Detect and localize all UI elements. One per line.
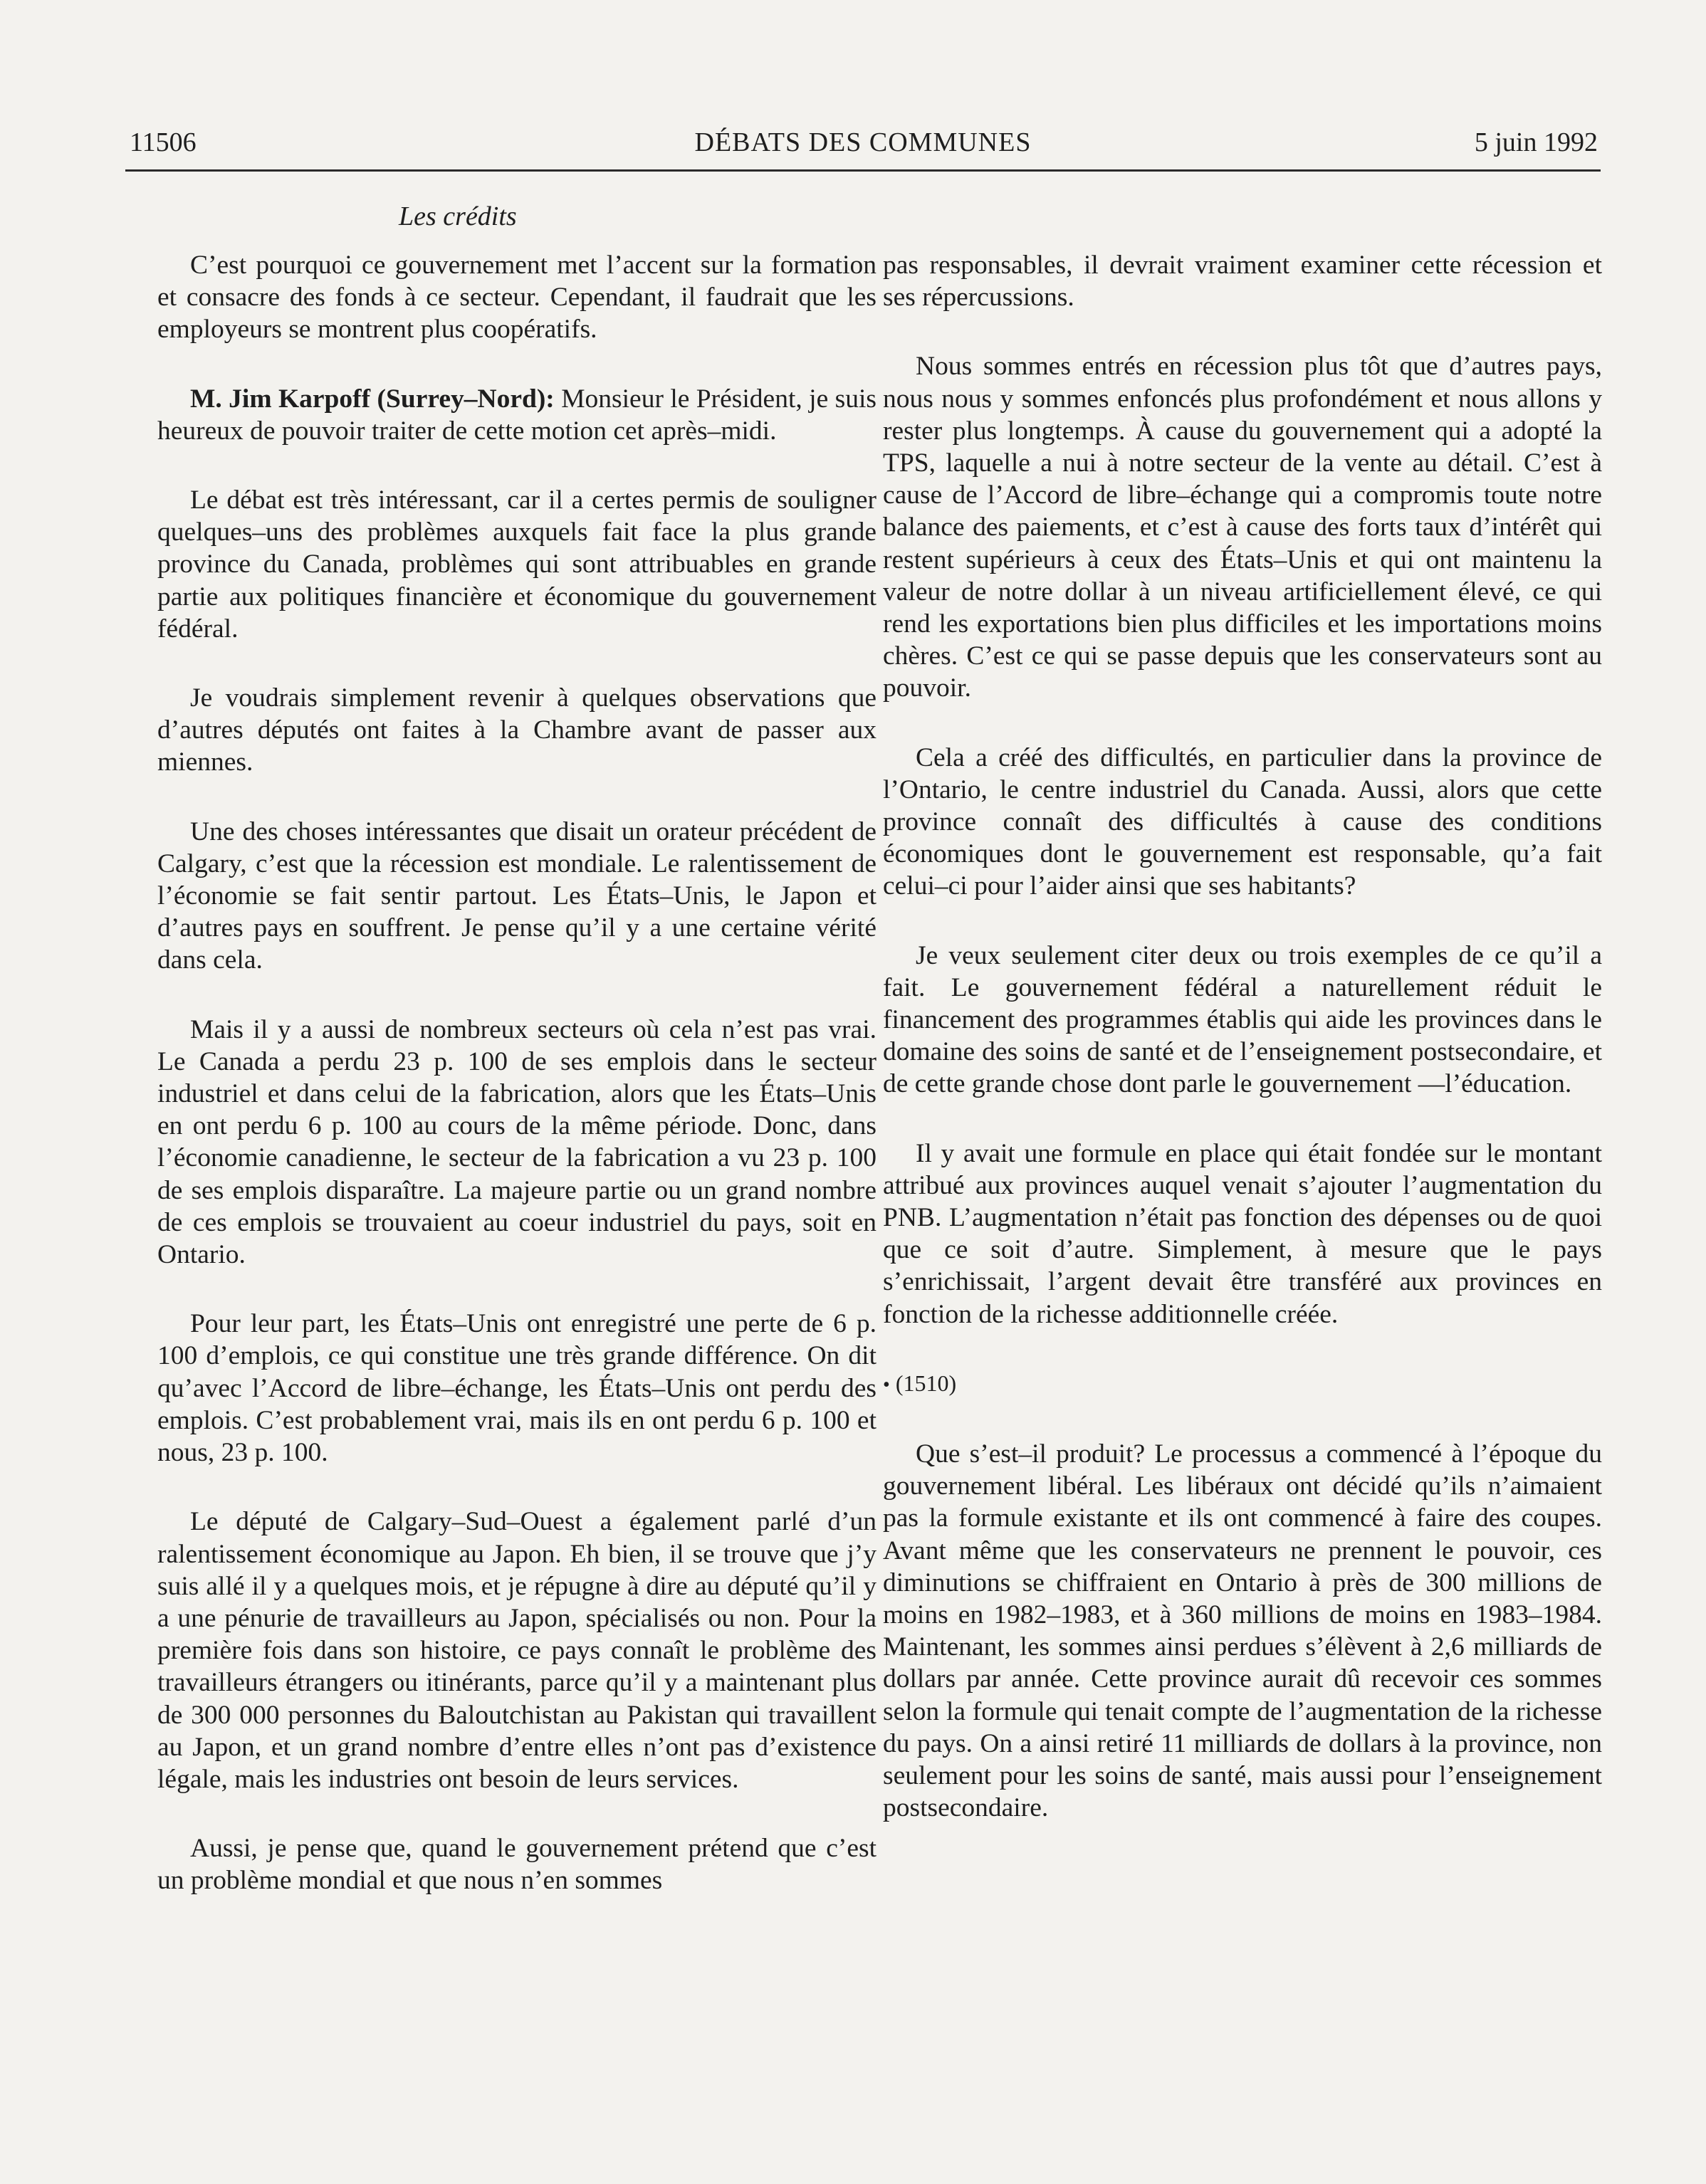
publication-title: DÉBATS DES COMMUNES xyxy=(694,127,1032,157)
paragraph: Je veux seulement citer deux ou trois exemples de ce qu’il a fait. Le gouvernement fédéral a naturellement réduit le financement des programmes établis qui aide les provinces dans le domaine des soins de santé et de l’enseignement postsecondaire, et de cette grande chose dont parle le gouvernement —l’éducation. xyxy=(883,940,1602,1099)
paragraph: Je voudrais simplement revenir à quelques observations que d’autres députés ont faites à la Chambre avant de passer aux miennes. xyxy=(157,683,876,777)
paragraph: Il y avait une formule en place qui était fondée sur le montant attribué aux provinces auquel venait s’ajouter l’augmentation du PNB. L’augmentation n’était pas fonction des dépenses ou de quoi que ce soit d’autre. Simplement, à mesure que le pays s’enrichissait, l’argent devait être transféré aux provinces en fonction de la richesse additionnelle créée. xyxy=(883,1138,1602,1329)
paragraph: Pour leur part, les États–Unis ont enregistré une perte de 6 p. 100 d’emplois, ce qui constitue une très grande différence. On dit qu’avec l’Accord de libre–échange, les États–Unis ont perdu des emplois. C’est probablement vrai, mais ils en ont perdu 6 p. 100 et nous, 23 p. 100. xyxy=(157,1309,876,1468)
paragraph: Le député de Calgary–Sud–Ouest a également parlé d’un ralentissement économique au Japon. Eh bien, il se trouve que j’y suis allé il y a quelques mois, et je répugne à dire au député qu’il y a une pénurie de travailleurs au Japon, spécialisés ou non. Pour la première fois dans son histoire, ce pays connaît le problème des travailleurs étrangers ou itinérants, parce qu’il y a maintenant plus de 300 000 personnes du Baloutchistan au Pakistan qui travaillent au Japon, et un grand nombre d’entre elles n’ont pas d’existence légale, mais les industries ont besoin de leurs services. xyxy=(157,1507,876,1794)
paragraph: Nous sommes entrés en récession plus tôt que d’autres pays, nous nous y sommes enfoncés plus profondément et nous allons y rester plus longtemps. À cause du gouvernement qui a adopté la TPS, laquelle a nui à notre secteur de la vente au détail. C’est à cause de l’Accord de libre–échange qui a compromis toute notre balance des paiements, et c’est à cause des forts taux d’intérêt qui restent supérieurs à ceux des États–Unis et qui ont maintenu la valeur de notre dollar à un niveau artificiellement élevé, ce qui rend les exportations bien plus difficiles et les importations moins chères. C’est ce qui se passe depuis que les conservateurs sont au pouvoir. xyxy=(883,352,1602,703)
paragraph: pas responsables, il devrait vraiment examiner cette récession et ses répercussions. xyxy=(883,251,1602,313)
section-title: Les crédits xyxy=(399,201,517,231)
paragraph: Une des choses intéressantes que disait un orateur précédent de Calgary, c’est que la récession est mondiale. Le ralentissement de l’économie se fait sentir partout. Les États–Unis, le Japon et d’autres pays en souffrent. Je pense qu’il y a une certaine vérité dans cela. xyxy=(157,817,876,975)
paragraph: C’est pourquoi ce gouvernement met l’accent sur la formation et consacre des fonds à ce secteur. Cependant, il faudrait que les employeurs se montrent plus coopératifs. xyxy=(157,251,876,345)
speaker-name: M. Jim Karpoff (Surrey–Nord): xyxy=(190,384,555,414)
paragraph: Le débat est très intéressant, car il a certes permis de souligner quelques–uns des problèmes auxquels fait face la plus grande province du Canada, problèmes qui sont attribuables en grande partie aux politiques financière et économique du gouvernement fédéral. xyxy=(157,485,876,644)
page-header xyxy=(125,125,1601,172)
right-column xyxy=(883,249,1602,1861)
page-number: 11506 xyxy=(130,127,197,157)
speech-text: Monsieur le Président, je suis heureux de pouvoir traiter de cette motion cet après–midi. xyxy=(157,384,876,446)
publication-date: 5 juin 1992 xyxy=(1474,127,1598,157)
paragraph: Mais il y a aussi de nombreux secteurs où cela n’est pas vrai. Le Canada a perdu 23 p. 100 de ses emplois dans le secteur industriel et dans celui de la fabrication, alors que les États–Unis en ont perdu 6 p. 100 au cours de la même période. Donc, dans l’économie canadienne, le secteur de la fabrication a vu 23 p. 100 de ses emplois disparaître. La majeure partie ou un grand nombre de ces emplois se trouvaient au coeur industriel du pays, soit en Ontario. xyxy=(157,1014,876,1270)
left-column xyxy=(157,249,876,1934)
bullet-icon: • xyxy=(883,1373,890,1396)
time-marker-text: (1510) xyxy=(889,1370,957,1396)
time-marker xyxy=(883,1367,1602,1401)
paragraph: Aussi, je pense que, quand le gouvernement prétend que c’est un problème mondial et que nous n’en sommes xyxy=(157,1834,876,1896)
paragraph xyxy=(157,383,876,447)
paragraph: Que s’est–il produit? Le processus a commencé à l’époque du gouvernement libéral. Les libéraux ont décidé qu’ils n’aimaient pas la formule existante et ils ont commencé à faire des coupes. Avant même que les conservateurs ne prennent le pouvoir, ces diminutions se chiffraient en Ontario à près de 300 millions de moins en 1982–1983, et à 360 millions de moins en 1983–1984. Maintenant, les sommes ainsi perdues s’élèvent à 2,6 milliards de dollars par année. Cette province aurait dû recevoir ces sommes selon la formule qui tenait compte de l’augmentation de la richesse du pays. On a ainsi retiré 11 milliards de dollars à la province, non seulement pour les soins de santé, mais aussi pour l’enseignement postsecondaire. xyxy=(883,1439,1602,1823)
paragraph: Cela a créé des difficultés, en particulier dans la province de l’Ontario, le centre industriel du Canada. Aussi, alors que cette province connaît des difficultés à cause des conditions économiques dont le gouvernement est responsable, qu’a fait celui–ci pour l’aider ainsi que ses habitants? xyxy=(883,742,1602,901)
